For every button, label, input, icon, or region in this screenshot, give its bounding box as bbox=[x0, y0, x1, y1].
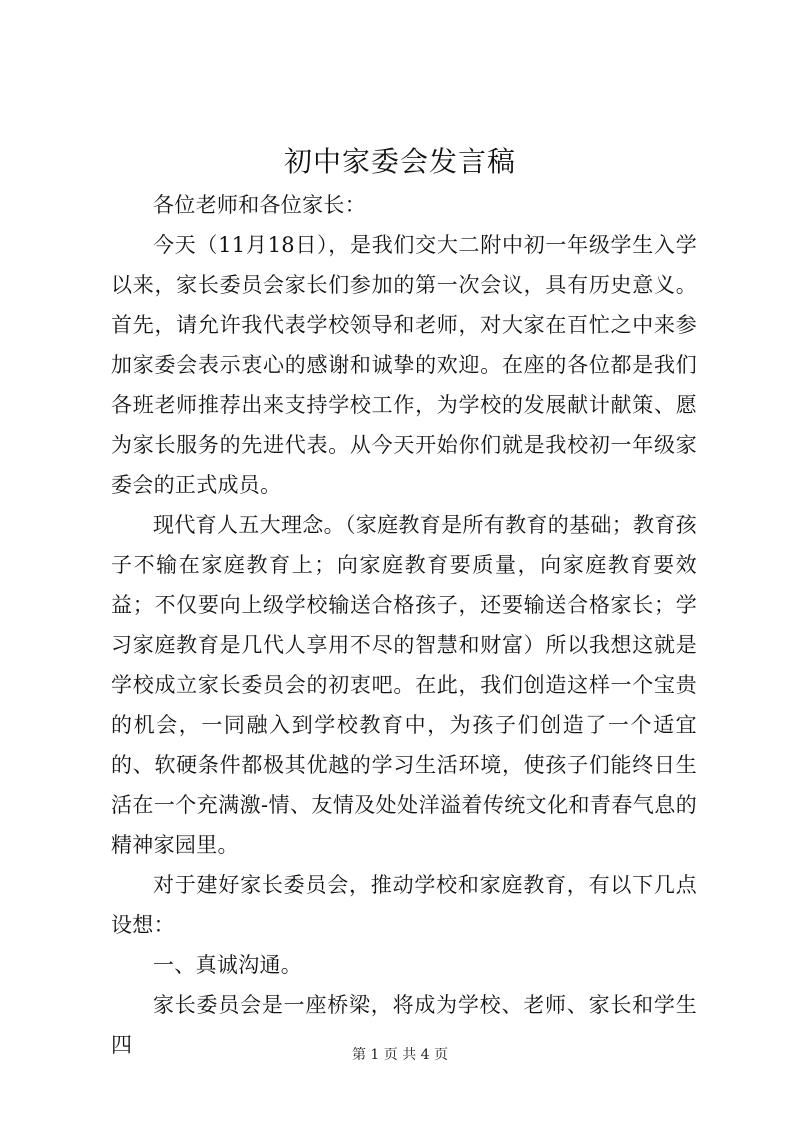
paragraph-section-heading: 一、真诚沟通。 bbox=[153, 953, 303, 977]
paragraph-opening: 今天（11月18日），是我们交大二附中初一年级学生入学以来，家长委员会家长们参加的第一次会议，具有历史意义。首先，请允许我代表学校领导和老师，对大家在百忙之中来参加家委会表示衷心的感谢和诚挚的欢迎。在座的各位都是我们各班老师推荐出来支持学校工作，为学校的发展献计献策、愿为家长服务的先进代表。从今天开始你们就是我校初一年级家委会的正式成员。 bbox=[111, 233, 697, 497]
page-footer: 第 1 页 共 4 页 bbox=[351, 1047, 449, 1063]
document-title: 初中家委会发言稿 bbox=[283, 145, 516, 178]
paragraph-philosophy: 现代育人五大理念。（家庭教育是所有教育的基础；教育孩子不输在家庭教育上；向家庭教育要质量，向家庭教育要效益；不仅要向上级学校输送合格孩子，还要输送合格家长；学习家庭教育是几代人享用不尽的智慧和财富）所以我想这就是学校成立家长委员会的初衷吧。在此，我们创造这样一个宝贵的机会，一同融入到学校教育中，为孩子们创造了一个适宜的、软硬条件都极其优越的学习生活环境，使孩子们能终日生活在一个充满激-情、友情及处处洋溢着传统文化和青春气息的精神家园里。 bbox=[111, 513, 697, 857]
paragraph-bridge: 家长委员会是一座桥梁，将成为学校、老师、家长和学生四 bbox=[111, 993, 697, 1057]
document-body bbox=[111, 185, 697, 1065]
paragraph-greeting: 各位老师和各位家长： bbox=[153, 193, 366, 217]
paragraph-proposals-intro: 对于建好家长委员会，推动学校和家庭教育，有以下几点设想： bbox=[111, 873, 697, 937]
